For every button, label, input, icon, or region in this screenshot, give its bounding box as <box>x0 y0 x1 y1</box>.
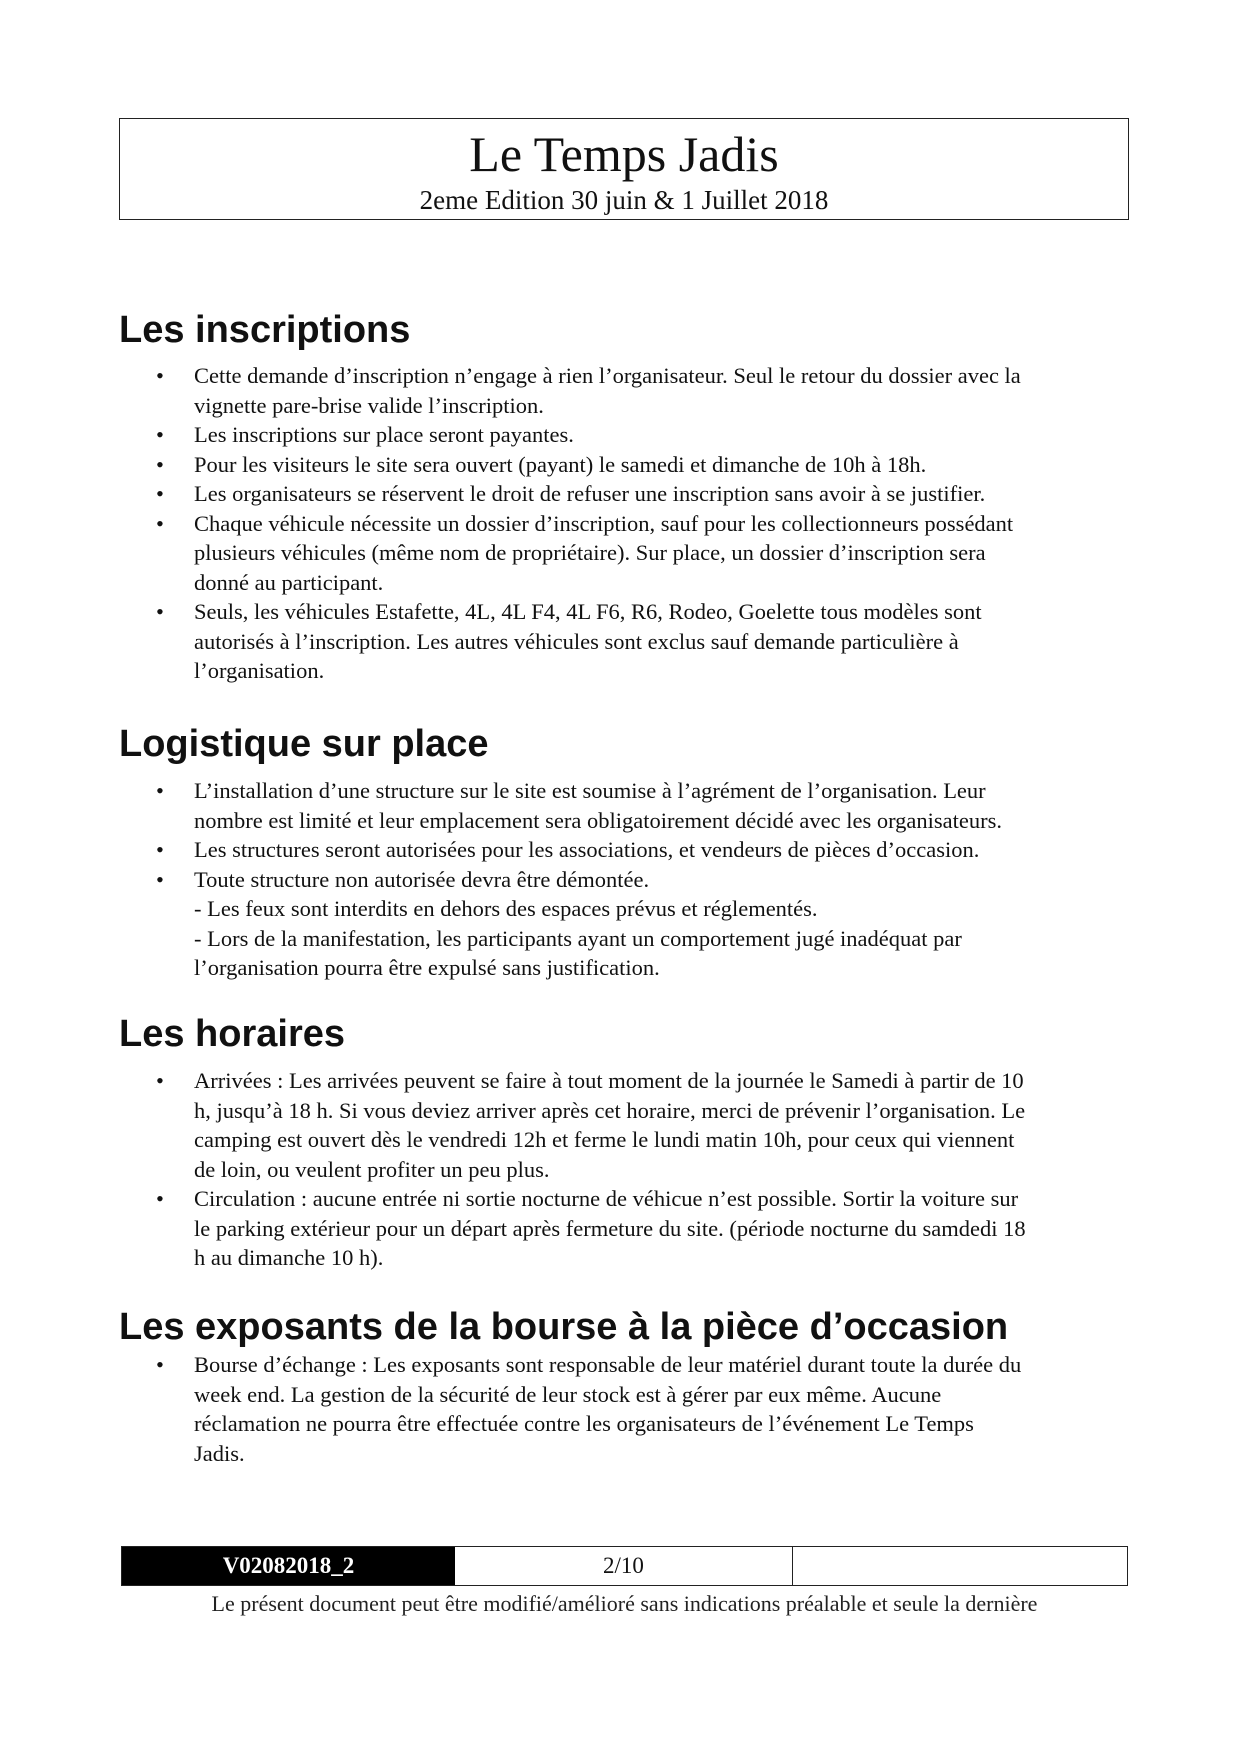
section-heading: Logistique sur place <box>119 723 489 765</box>
item-text: Toute structure non autorisée devra être démontée. <box>194 866 650 892</box>
item-text: le parking extérieur pour un départ après fermeture du site. (période nocturne du samdedi 18 <box>194 1215 1026 1241</box>
item-text: Les organisateurs se réservent le droit de refuser une inscription sans avoir à se justifier. <box>194 481 986 506</box>
list-item <box>119 597 1129 686</box>
section-exposants <box>119 1305 1129 1468</box>
bullet-icon: • <box>156 510 164 536</box>
footer-table <box>121 1546 1128 1586</box>
item-text: Les inscriptions sur place seront payantes. <box>194 422 574 447</box>
list-item <box>119 361 1129 420</box>
item-text: h, jusqu’à 18 h. Si vous deviez arriver après cet horaire, merci de prévenir l’organisation. Le <box>194 1097 1026 1123</box>
bullet-list <box>119 776 1129 983</box>
bullet-icon: • <box>156 837 164 862</box>
bullet-icon: • <box>156 481 164 506</box>
item-text: Seuls, les véhicules Estafette, 4L, 4L F4, 4L F6, R6, Rodeo, Goelette tous modèles sont <box>194 599 982 624</box>
item-text: Arrivées : Les arrivées peuvent se faire à tout moment de la journée le Samedi à partir de 10 <box>194 1068 1024 1093</box>
section-heading: Les exposants de la bourse à la pièce d’occasion <box>119 1306 1009 1348</box>
item-text: l’organisation pourra être expulsé sans justification. <box>194 955 660 980</box>
item-text: Bourse d’échange : Les exposants sont responsable de leur matériel durant toute la durée du <box>194 1352 1022 1377</box>
bullet-icon: • <box>156 1186 164 1211</box>
item-text: Jadis. <box>194 1440 245 1466</box>
section-logistique <box>119 722 1129 983</box>
item-text: réclamation ne pourra être effectuée contre les organisateurs de l’événement Le Temps <box>194 1411 974 1436</box>
item-text: h au dimanche 10 h). <box>194 1245 384 1270</box>
page-indicator: 2/10 <box>455 1547 793 1585</box>
list-item <box>119 835 1129 865</box>
section-inscriptions <box>119 308 1129 686</box>
item-text: - Lors de la manifestation, les participants ayant un comportement jugé inadéquat par <box>194 925 962 951</box>
section-horaires <box>119 1012 1129 1273</box>
bullet-list <box>119 1066 1129 1273</box>
footer-empty-cell <box>793 1547 1127 1585</box>
list-item <box>119 450 1129 480</box>
list-item <box>119 1184 1129 1273</box>
list-item <box>119 776 1129 835</box>
document-title: Le Temps Jadis <box>469 126 779 182</box>
item-text: Cette demande d’inscription n’engage à rien l’organisateur. Seul le retour du dossier avec la <box>194 363 1021 388</box>
bullet-icon: • <box>156 1352 164 1377</box>
list-item <box>119 1350 1129 1468</box>
list-item <box>119 479 1129 509</box>
bullet-icon: • <box>156 1068 164 1093</box>
item-text: Les structures seront autorisées pour les associations, et vendeurs de pièces d’occasion. <box>194 837 980 862</box>
bullet-icon: • <box>156 778 164 803</box>
bullet-icon: • <box>156 866 164 892</box>
item-text: Pour les visiteurs le site sera ouvert (payant) le samedi et dimanche de 10h à 18h. <box>194 451 927 477</box>
footer-note: Le présent document peut être modifié/amélioré sans indications préalable et seule la dernière <box>211 1591 1038 1616</box>
section-heading: Les inscriptions <box>119 309 411 351</box>
bullet-icon: • <box>156 599 164 624</box>
bullet-list <box>119 1350 1129 1468</box>
item-text: donné au participant. <box>194 569 384 595</box>
item-text: l’organisation. <box>194 658 325 683</box>
bullet-icon: • <box>156 422 164 447</box>
item-text: plusieurs véhicules (même nom de propriétaire). Sur place, un dossier d’inscription sera <box>194 540 986 565</box>
document-subtitle: 2eme Edition 30 juin & 1 Juillet 2018 <box>419 185 829 215</box>
item-text: autorisés à l’inscription. Les autres véhicules sont exclus sauf demande particulière à <box>194 628 959 654</box>
bullet-icon: • <box>156 363 164 388</box>
item-text: vignette pare-brise valide l’inscription. <box>194 392 544 418</box>
item-text: week end. La gestion de la sécurité de leur stock est à gérer par eux même. Aucune <box>194 1381 942 1407</box>
item-text: - Les feux sont interdits en dehors des espaces prévus et réglementés. <box>194 896 818 921</box>
item-text: L’installation d’une structure sur le site est soumise à l’agrément de l’organisation. Leur <box>194 778 986 803</box>
version-label: V02082018_2 <box>122 1547 455 1585</box>
list-item <box>119 865 1129 983</box>
title-box <box>119 118 1129 220</box>
section-heading: Les horaires <box>119 1013 345 1055</box>
bullet-icon: • <box>156 451 164 477</box>
item-text: Chaque véhicule nécessite un dossier d’inscription, sauf pour les collectionneurs possédant <box>194 510 1014 536</box>
list-item <box>119 1066 1129 1184</box>
bullet-list <box>119 361 1129 686</box>
footer-note-clip <box>121 1588 1128 1616</box>
item-text: nombre est limité et leur emplacement sera obligatoirement décidé avec les organisateurs. <box>194 807 1003 833</box>
list-item <box>119 509 1129 598</box>
item-text: de loin, ou veulent profiter un peu plus. <box>194 1156 550 1182</box>
item-text: Circulation : aucune entrée ni sortie nocturne de véhicue n’est possible. Sortir la voiture sur <box>194 1186 1019 1211</box>
list-item <box>119 420 1129 450</box>
item-text: camping est ouvert dès le vendredi 12h et ferme le lundi matin 10h, pour ceux qui viennent <box>194 1127 1015 1152</box>
